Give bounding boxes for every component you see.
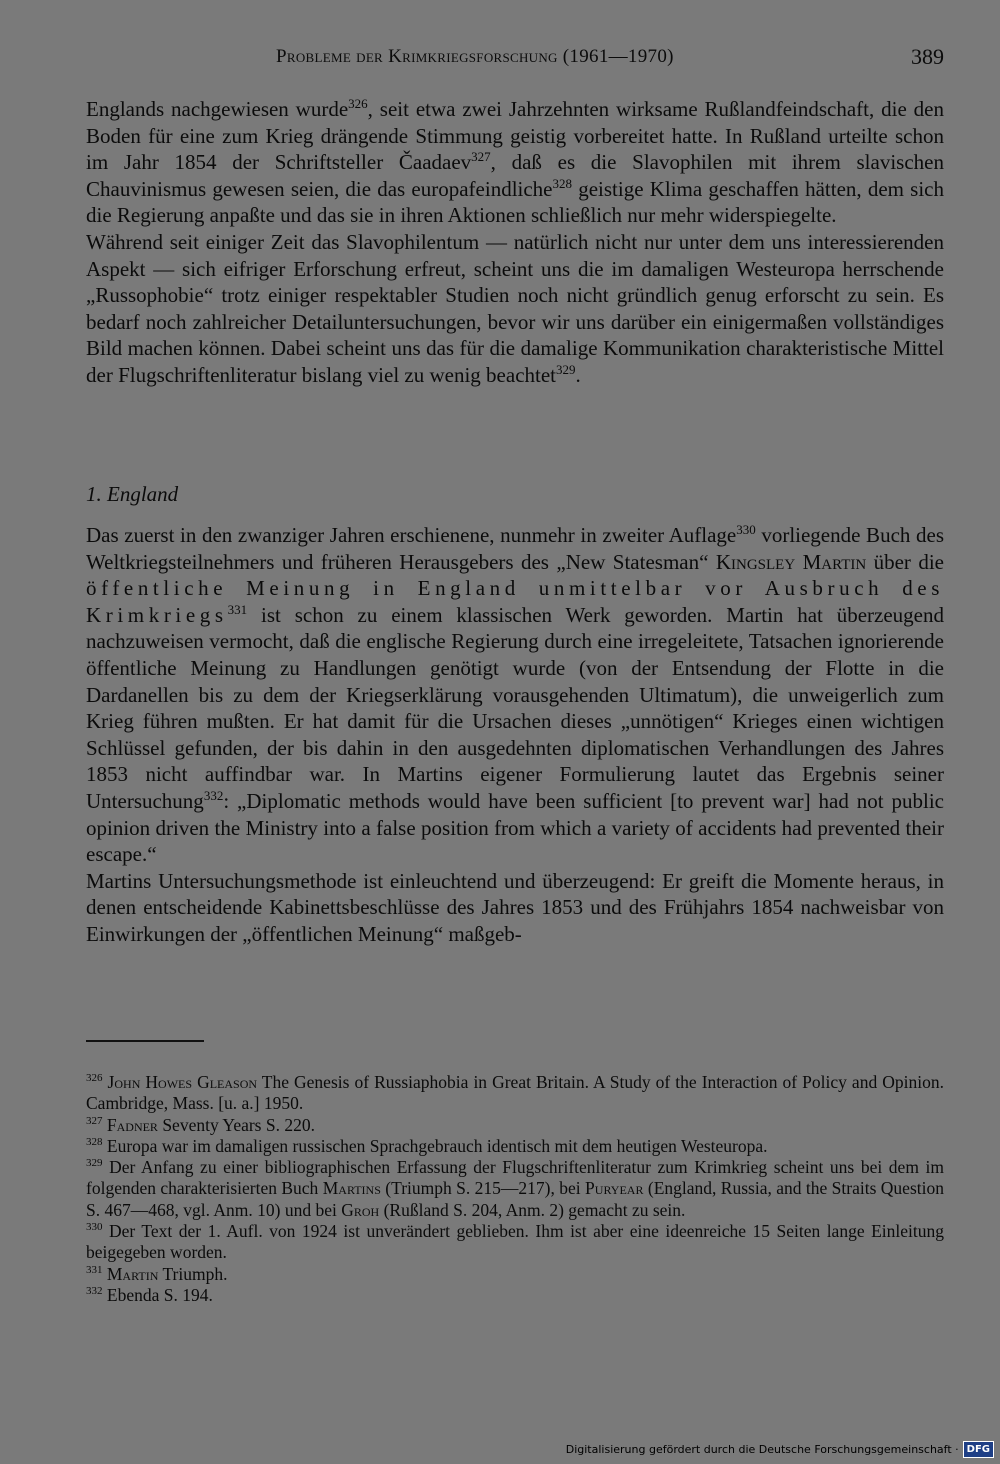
footnote-332 <box>86 1285 944 1306</box>
text-run: : „Diplomatic methods would have been sufficient [to prevent war] had not public opinion driven the Ministry into a false position from which a variety of accidents had prevented their escape.“ <box>86 788 944 867</box>
footnote-ref: 326 <box>348 96 368 111</box>
digitization-credit <box>566 1438 994 1460</box>
footnote-text: Seventy Years S. 220. <box>157 1114 315 1135</box>
text-run: , daß es die Slavophilen mit ihrem slavischen Chauvinismus gewesen seien, die das europafeindliche <box>86 150 944 201</box>
page-number: 389 <box>911 44 944 69</box>
author-name: Kingsley Martin <box>715 549 867 574</box>
intro-text <box>86 96 944 389</box>
text-run: . <box>575 362 581 387</box>
author-name: Martin <box>106 1263 159 1284</box>
footnote-329 <box>86 1157 944 1221</box>
text-run: ist schon zu einem klassischen Werk geworden. Martin hat überzeugend nachzuweisen vermocht, daß die englische Regierung durch eine irregeleitete, Tatsachen ignorierende öffentliche Meinung zu Handlungen genötigt wurde (von der Entsendung der Flotte in die Dardanellen bis zu dem der Kriegserklärung vorausgehenden Ultimatum), die unweigerlich zum Krieg führen mußten. Er hat damit für die Ursachen dieses „unnötigen“ Krieges einen wichtigen Schlüssel gefunden, der bis dahin in den ausgedehnten diplomatischen Verhandlungen des Jahres 1853 nicht auffindbar war. In Martins eigener Formulierung lautet das Ergebnis seiner Untersuchung <box>86 602 944 813</box>
footnote-ref: 327 <box>471 149 491 165</box>
footnote-divider <box>86 1040 204 1042</box>
footnote-number: 329 <box>86 1157 103 1170</box>
section-paragraph-1 <box>86 522 944 868</box>
footnote-330 <box>86 1221 944 1264</box>
footnote-text: Triumph. <box>158 1263 228 1284</box>
footnote-ref: 328 <box>552 175 573 191</box>
footnote-text: (England, Russia, and the Straits Question S. 467—468, vgl. Anm. 10) und bei <box>86 1178 944 1220</box>
author-name: Fadner <box>106 1114 158 1135</box>
footnote-ref: 331 <box>227 601 248 617</box>
author-name: Puryear <box>585 1178 644 1199</box>
page-header <box>276 40 944 80</box>
footnote-text: (Rußland S. 204, Anm. 2) gemacht zu sein. <box>379 1199 686 1220</box>
book-title: öffentliche Meinung in England unmittelbar vor Ausbruch des Krimkriegs <box>86 576 944 627</box>
dfg-logo: DFG <box>963 1441 994 1458</box>
footnote-326 <box>86 1072 944 1115</box>
footnote-text: Der Text der 1. Aufl. von 1924 ist unverändert geblieben. Ihm ist aber eine ideenreiche 15 Seiten lange Einleitung beigegeben worden. <box>86 1221 944 1263</box>
footnote-number: 332 <box>86 1285 103 1298</box>
footnote-331 <box>86 1264 944 1285</box>
author-name: Groh <box>341 1199 380 1220</box>
text-run: Während seit einiger Zeit das Slavophilentum — natürlich nicht nur unter dem uns interessierenden Aspekt — sich eifriger Erforschung erfreut, scheint uns die im damaligen Westeuropa herrschende „Russophobie“ trotz einiger respektabler Studien noch nicht gründlich genug erforscht zu sein. Es bedarf noch zahlreicher Detailuntersuchungen, bevor wir uns darüber ein einigermaßen vollständiges Bild machen können. Dabei scheint uns das für die damalige Kommunikation charakteristische Mittel der Flugschriftenliteratur bislang viel zu wenig beachtet <box>86 229 944 387</box>
footnote-number: 331 <box>86 1263 103 1276</box>
section-text <box>86 522 944 948</box>
footnote-328 <box>86 1136 944 1157</box>
footnote-number: 326 <box>86 1072 103 1085</box>
footnote-number: 330 <box>86 1221 103 1234</box>
footnotes <box>86 1072 944 1306</box>
section-heading: 1. England <box>86 482 179 506</box>
text-run: , seit etwa zwei Jahrzehnten wirksame Rußlandfeindschaft, die den Boden für eine zum Krieg drängende Stimmung geistig vorbereitet hatte. In Rußland urteilte schon im Jahr 1854 der Schriftsteller Čaadaev <box>86 97 944 175</box>
text-run: über die <box>866 549 944 574</box>
section-paragraph-2: Martins Untersuchungsmethode ist einleuchtend und überzeugend: Er greift die Momente heraus, in denen entscheidende Kabinettsbeschlüsse des Jahres 1853 und des Frühjahrs 1854 nachweisbar von Einwirkungen der „öffentlichen Meinung“ maßgeb- <box>86 868 944 946</box>
footnote-text: Der Anfang zu einer bibliographischen Erfassung der Flugschriftenliteratur zum Krimkrieg scheint uns bei dem im folgenden charakterisierten Buch <box>86 1157 945 1199</box>
author-name: John Howes Gleason <box>107 1072 258 1092</box>
text-run: Das zuerst in den zwanziger Jahren erschienene, nunmehr in zweiter Auflage <box>86 523 737 547</box>
intro-paragraph-1 <box>86 96 944 229</box>
intro-paragraph-2 <box>86 229 944 389</box>
text-run: geistige Klima geschaffen hätten, dem sich die Regierung anpaßte und das sie in ihren Aktionen schließlich nur mehr widerspiegelte. <box>86 176 944 228</box>
credit-text: Digitalisierung gefördert durch die Deutsche Forschungsgemeinschaft · <box>565 1442 959 1456</box>
text-run: Englands nachgewiesen wurde <box>86 97 349 121</box>
footnote-number: 328 <box>86 1136 103 1149</box>
footnote-ref: 330 <box>736 522 756 537</box>
footnote-text: Europa war im damaligen russischen Sprachgebrauch identisch mit dem heutigen Westeuropa. <box>106 1135 768 1156</box>
footnote-number: 327 <box>86 1114 103 1127</box>
author-name: Martins <box>322 1178 381 1199</box>
footnote-text: The Genesis of Russiaphobia in Great Britain. A Study of the Interaction of Policy and Opinion. Cambridge, Mass. [u. a.] 1950. <box>86 1072 944 1114</box>
footnote-ref: 332 <box>203 787 224 803</box>
text-run: vorliegende Buch des Weltkriegsteilnehmers und früheren Herausgebers des „New Statesman“ <box>86 523 944 574</box>
footnote-text: (Triumph S. 215—217), bei <box>380 1178 586 1199</box>
footnote-327 <box>86 1115 944 1136</box>
footnote-ref: 329 <box>556 361 576 377</box>
running-head: Probleme der Krimkriegsforschung (1961—1970) <box>276 46 674 67</box>
footnote-text: Ebenda S. 194. <box>106 1284 213 1305</box>
